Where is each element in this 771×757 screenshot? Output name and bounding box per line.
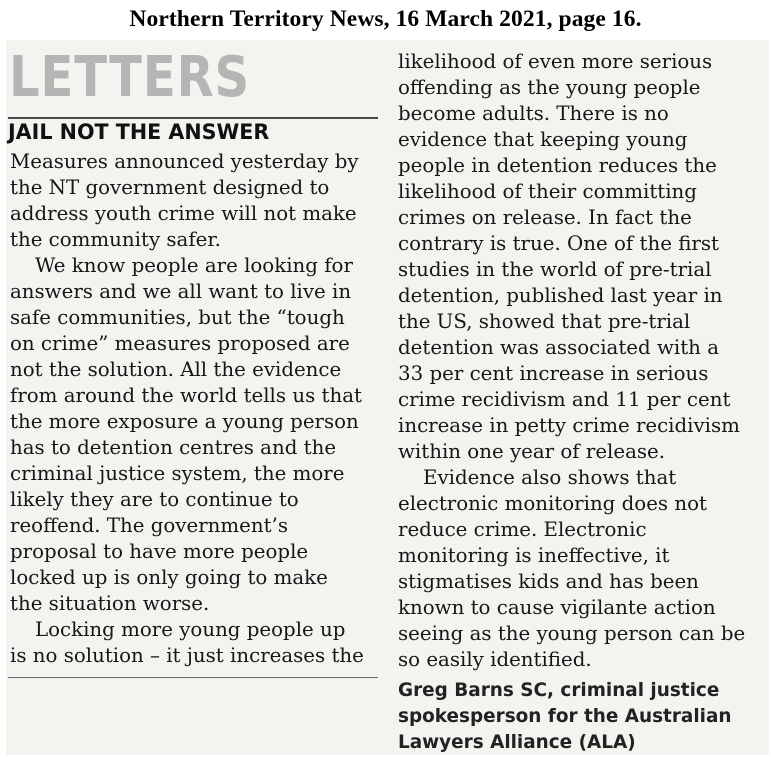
body-line: crimes on release. In fact the	[398, 206, 692, 229]
signature-line: Lawyers Alliance (ALA)	[398, 732, 636, 753]
body-line: the more exposure a young person	[10, 410, 359, 433]
body-line: not the solution. All the evidence	[10, 358, 342, 381]
body-line: studies in the world of pre-trial	[398, 258, 712, 281]
body-line: the NT government designed to	[10, 176, 330, 199]
body-line: reduce crime. Electronic	[398, 518, 647, 541]
body-line: 33 per cent increase in serious	[398, 362, 709, 385]
body-line: crime recidivism and 11 per cent	[398, 388, 731, 411]
body-line: the US, showed that pre-trial	[398, 310, 691, 333]
body-line: safe communities, but the “tough	[10, 306, 345, 329]
body-line: the community safer.	[10, 228, 221, 251]
body-line: Locking more young people up	[35, 618, 346, 641]
body-line: known to cause vigilante action	[398, 596, 716, 619]
body-line: become adults. There is no	[398, 102, 669, 125]
signature-line: spokesperson for the Australian	[398, 706, 732, 727]
column-end-rule	[8, 677, 378, 678]
body-line: has to detention centres and the	[10, 436, 337, 459]
body-line: evidence that keeping young	[398, 128, 688, 151]
body-line: We know people are looking for	[35, 254, 353, 277]
body-line: locked up is only going to make	[10, 566, 328, 589]
body-line: detention, published last year in	[398, 284, 723, 307]
letter-signature	[398, 678, 731, 756]
source-caption: Northern Territory News, 16 March 2021, page 16.	[129, 6, 642, 32]
body-line: reoffend. The government’s	[10, 514, 288, 537]
body-line: increase in petty crime recidivism	[398, 414, 740, 437]
section-masthead: LETTERS	[9, 45, 251, 110]
body-line: so easily identified.	[398, 648, 592, 671]
body-line: likelihood of even more serious	[398, 50, 713, 73]
body-line: proposal to have more people	[10, 540, 309, 563]
body-line: likelihood of their committing	[398, 180, 697, 203]
signature-line: Greg Barns SC, criminal justice	[398, 680, 720, 701]
body-line: from around the world tells us that	[10, 384, 362, 407]
body-line: contrary is true. One of the first	[398, 232, 719, 255]
headline-rule	[8, 117, 378, 119]
body-line: likely they are to continue to	[10, 488, 299, 511]
body-line: Measures announced yesterday by	[10, 150, 359, 173]
body-line: detention was associated with a	[398, 336, 719, 359]
body-line: monitoring is ineffective, it	[398, 544, 670, 567]
body-line: people in detention reduces the	[398, 154, 717, 177]
body-line: electronic monitoring does not	[398, 492, 707, 515]
body-line: seeing as the young person can be	[398, 622, 746, 645]
body-line: is no solution – it just increases the	[10, 644, 364, 667]
letter-body-right-column	[398, 49, 745, 673]
body-line: criminal justice system, the more	[10, 462, 345, 485]
body-line: address youth crime will not make	[10, 202, 357, 225]
body-line: the situation worse.	[10, 592, 210, 615]
letter-headline: JAIL NOT THE ANSWER	[8, 120, 270, 145]
body-line: offending as the young people	[398, 76, 701, 99]
letter-body-left-column	[10, 149, 364, 669]
body-line: answers and we all want to live in	[10, 280, 352, 303]
body-line: within one year of release.	[398, 440, 666, 463]
body-line: Evidence also shows that	[423, 466, 677, 489]
body-line: on crime” measures proposed are	[10, 332, 350, 355]
body-line: stigmatises kids and has been	[398, 570, 699, 593]
